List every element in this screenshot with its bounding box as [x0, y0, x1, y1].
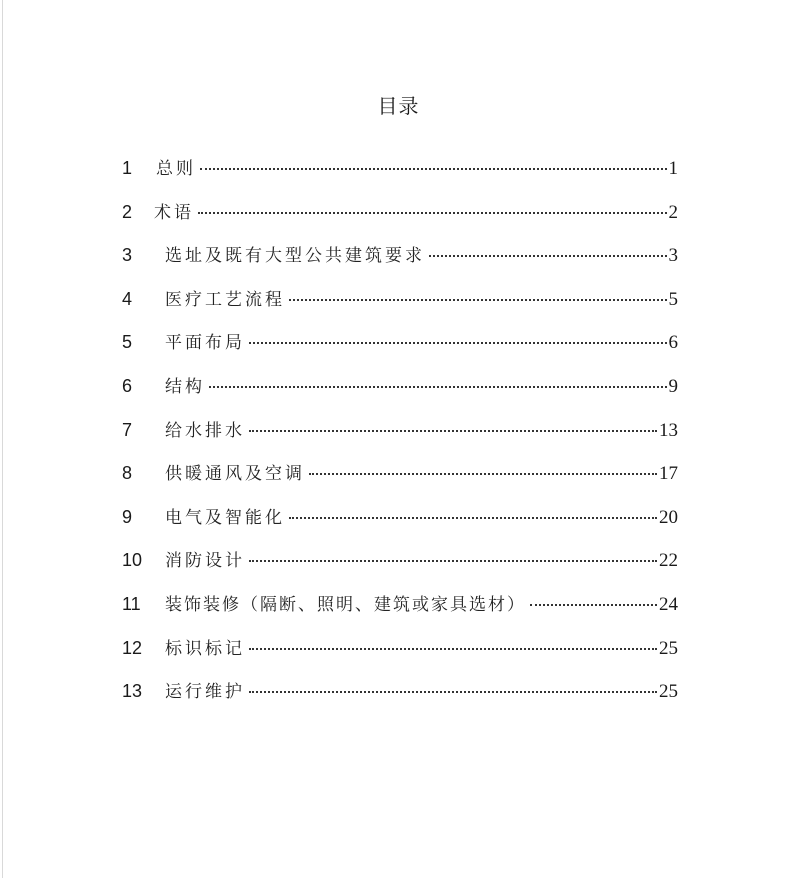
toc-entry-label: 标识标记 [165, 638, 245, 659]
toc-entry-label: 供暖通风及空调 [165, 464, 305, 485]
toc-entry-label: 术语 [154, 202, 194, 223]
toc-entry-number: 8 [122, 463, 133, 484]
toc-dot-leader [249, 648, 657, 650]
toc-entry-number: 13 [122, 681, 143, 702]
toc-dot-leader [200, 168, 667, 170]
toc-entry-label: 电气及智能化 [165, 507, 285, 528]
toc-entry-7[interactable] [122, 416, 678, 460]
toc-entry-label: 装饰装修（隔断、照明、建筑或家具选材） [165, 594, 526, 615]
toc-dot-leader [249, 342, 667, 344]
toc-entry-2[interactable] [122, 198, 678, 242]
toc-entry-10[interactable] [122, 546, 678, 590]
toc-entry-number: 6 [122, 375, 133, 396]
toc-entry-number: 3 [122, 245, 133, 266]
toc-dot-leader [429, 255, 667, 257]
toc-dot-leader [198, 212, 667, 214]
toc-entry-page: 1 [668, 158, 678, 179]
toc-entry-label: 平面布局 [165, 333, 245, 354]
toc-entry-page: 25 [659, 637, 678, 659]
toc-entry-13[interactable] [122, 677, 678, 721]
toc-entry-8[interactable] [122, 459, 678, 503]
toc-dot-leader [289, 299, 667, 301]
toc-entry-page: 17 [659, 463, 678, 485]
toc-entry-label: 消防设计 [165, 551, 245, 572]
toc-title: 目录 [377, 94, 420, 118]
toc-entry-page: 6 [668, 332, 678, 354]
toc-entry-number: 1 [122, 158, 133, 178]
toc-entry-1[interactable] [122, 154, 678, 198]
toc-entry-number: 10 [122, 550, 143, 571]
toc-entry-number: 2 [122, 201, 133, 222]
toc-entry-number: 7 [122, 419, 133, 440]
toc-entry-page: 20 [659, 506, 678, 528]
toc-entry-label: 选址及既有大型公共建筑要求 [165, 246, 425, 267]
toc-entry-label: 给水排水 [165, 420, 245, 441]
page-edge-rule [2, 0, 3, 878]
toc-dot-leader [209, 386, 667, 388]
table-of-contents [122, 154, 678, 721]
toc-entry-page: 3 [668, 245, 678, 267]
toc-entry-page: 13 [659, 419, 678, 441]
toc-dot-leader [289, 517, 657, 519]
toc-entry-11[interactable] [122, 590, 678, 634]
toc-dot-leader [309, 473, 657, 475]
toc-dot-leader [249, 560, 657, 562]
toc-entry-3[interactable] [122, 241, 678, 285]
toc-dot-leader [530, 604, 657, 606]
toc-entry-number: 5 [122, 332, 133, 353]
toc-entry-4[interactable] [122, 285, 678, 329]
toc-entry-number: 4 [122, 288, 133, 309]
toc-entry-label: 结构 [165, 376, 205, 397]
toc-dot-leader [249, 691, 657, 693]
toc-entry-5[interactable] [122, 328, 678, 372]
toc-entry-number: 9 [122, 506, 133, 527]
toc-entry-label: 医疗工艺流程 [165, 289, 285, 310]
toc-entry-label: 总则 [156, 159, 196, 179]
toc-entry-label: 运行维护 [165, 682, 245, 703]
toc-entry-page: 9 [668, 375, 678, 397]
toc-entry-page: 24 [659, 593, 678, 615]
toc-entry-6[interactable] [122, 372, 678, 416]
toc-entry-page: 25 [659, 681, 678, 703]
toc-entry-number: 11 [122, 593, 141, 614]
toc-entry-page: 5 [668, 288, 678, 310]
toc-entry-page: 2 [668, 201, 678, 223]
toc-entry-12[interactable] [122, 634, 678, 678]
toc-dot-leader [249, 430, 657, 432]
toc-entry-page: 22 [659, 550, 678, 572]
toc-entry-number: 12 [122, 637, 143, 658]
toc-entry-9[interactable] [122, 503, 678, 547]
